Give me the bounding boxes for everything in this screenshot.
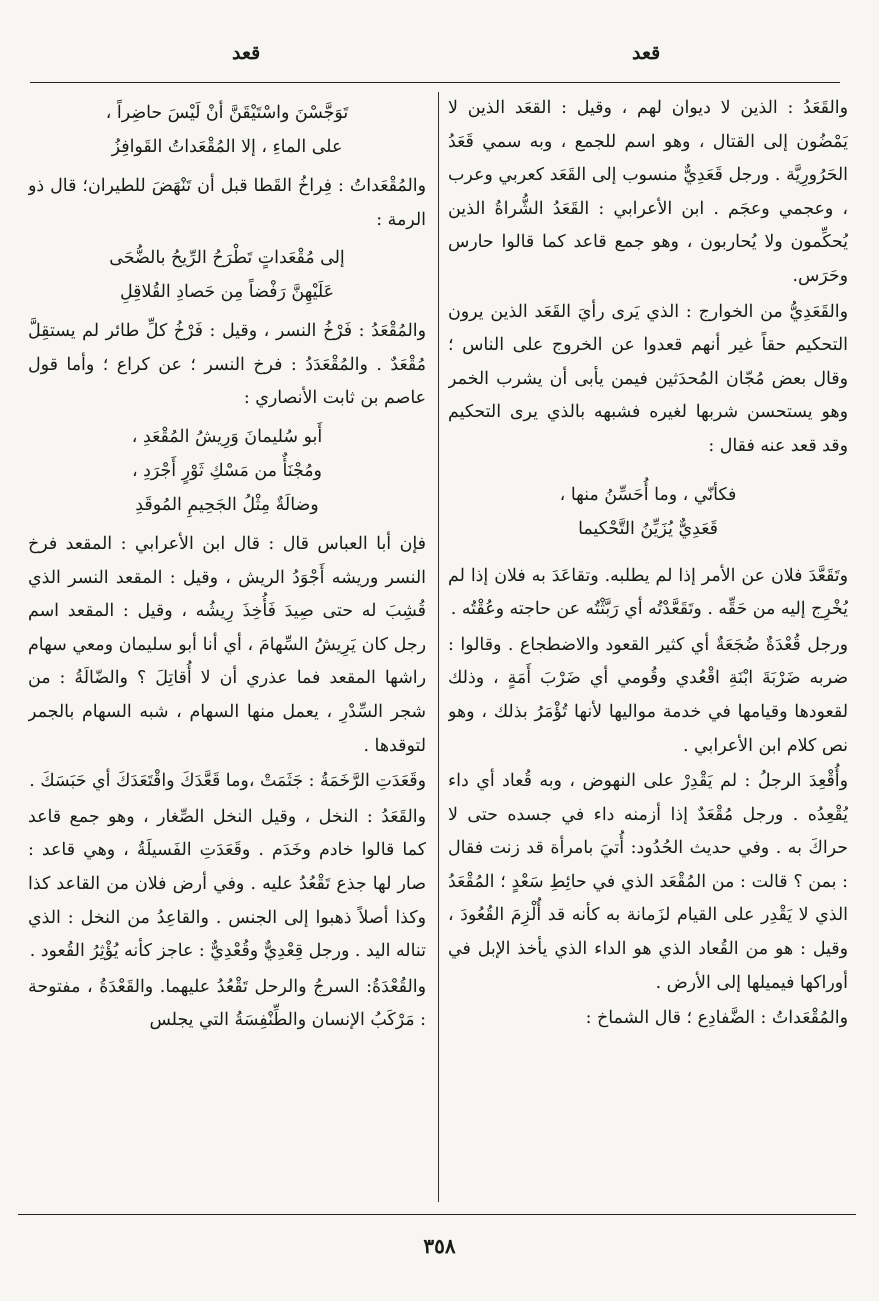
paragraph: ورجل قُعْدَةٌ ضُجَعَةٌ أي كثير القعود والاضطجاع . وقالوا : ضربه ضَرْبَةَ ابْنَةِ اقْعُدي وقُومي أي ضَرْبَ أَمَةٍ ، وذلك لقعودها وقيامها في خدمة مواليها لأنها تُؤْمَرُ بذلك ، وهو نص كلام ابن الأعرابي . [448,634,848,756]
paragraph: والمُقْعَدُ : فَرْخُ النسر ، وقيل : فَرْخُ كلِّ طائر لم يستقِلَّ مُقْعَدٌ . والمُقْعَدَدُ : فرخ النسر ؛ عن كراع ؛ وأما قول عاصم بن ثابت الأنصاري : [28,321,426,409]
paragraph: والقَعَدُ : الذين لا ديوان لهم ، وقيل : القعَد الذين لا يَمْضُون إلى القتال ، وهو اسم للجمع ، وبه سمي قَعَدُ الحَرُورِيَّة . ورجل قَعَدِيٌّ منسوب إلى القَعَد كعربي وعرب ، وعجمي وعجَم . ابن الأعرابي : القَعَدُ الشُّراةُ الذين يُحكِّمون ولا يُحاربون ، وهو جمع قاعد كما قالوا حارس وحَرَس. [448,98,848,286]
verse [448,478,848,546]
top-rule [30,82,840,83]
verse [28,241,426,309]
verse-line: عَلَيْهِنَّ رَفْضاً مِن حَصادِ القُلاقِلِ [119,282,335,303]
verse-line: إلى مُقْعَداتٍ تَطْرَحُ الرِّيحُ بالضُّحَى [109,248,345,269]
paragraph: والمُقْعَداتُ : فِراخُ القَطا قبل أن تَنْهَضَ للطيران؛ قال ذو الرمة : [28,176,426,230]
paragraph: وقَعَدَتِ الرَّخَمَةُ : جَثَمَتْ ،وما قَعَّدَكَ واقْتَعَدَكَ أي حَبَسَكَ . [29,771,426,792]
right-column [448,92,848,1202]
verse-line: ومُجْنَأٌ من مَسْكِ ثَوْرٍ أَجْرَدِ ، [132,460,322,481]
verse-line: تَوَجَّسْنَ واسْتَيْقَنَّ أنْ لَيْسَ حاضِراً ، [105,103,349,123]
verse-line: أَبو سُليمانَ وَرِيشُ المُقْعَدِ ، [131,426,323,447]
paragraph: والقَعَدِيُّ من الخوارج : الذي يَرى رأيَ القَعَد الذين يرون التحكيم حقاً غير أنهم قعدوا عن الخروج على الناس ؛ وقال بعض مُجّان المُحدَثين فيمن يأبى أن يشرب الخمر وهو يستحسن شربها لغيره فشبهه بالذي يرى التحكيم وقد قعد عنه فقال : [448,301,848,456]
verse [28,96,426,164]
paragraph: وأُقْعِدَ الرجلُ : لم يَقْدِرْ على النهوض ، وبه قُعاد أي داء يُقْعِدُه . ورجل مُقْعَدٌ إذا أزمنه داء في جسده حتى لا حراكَ به . وفي حديث الحُدُود: أُتيَ بامرأة قد زنت فقال : بمن ؟ قالت : من المُقْعَد الذي في حائِطِ سَعْدٍ ؛ المُقْعَدُ الذي لا يَقْدِر على القيام لزَمانة به كأنه قد أُلْزِمَ القُعُودَ ، وقيل : هو من القُعاد الذي هو الداء الذي يأخذ الإبل في أوراكها فيميلها إلى الأرض . [448,771,848,993]
verse [28,420,426,522]
column-divider [438,92,439,1202]
header-left-word: قعد [232,42,261,64]
paragraph: وتَقَعَّدَ فلان عن الأمر إذا لم يطلبه. وتقاعَدَ به فلان إذا لم يُخْرِج إليه من حَقِّه . وتَقَعَّدْتُه أي رَبَّثْتُه عن حاجته وعُقْتُه . [448,565,848,620]
verse-line: قَعَدِيٌّ يُزَيِّنُ التَّحْكيما [578,518,718,539]
paragraph: والمُقْعَداتُ : الضَّفادِع ؛ قال الشماخ : [585,1008,848,1029]
paragraph: فإن أبا العباس قال : قال ابن الأعرابي : المقعد فرخ النسر وريشه أَجْوَدُ الريش ، وقيل : المقعد النسر الذي قُشِبَ له حتى صِيدَ فَأُخِذَ رِيشُه ، وقيل : المقعد اسم رجل كان يَرِيشُ السِّهامَ ، أي أنا أبو سليمان ومعي سهام راشها المقعد فما عذري أن لا أُقاتِلَ ؟ والضّالَةُ : من شجر السِّدْرِ ، يعمل منها السهام ، شبه السهام بالجمر لتوقدها . [28,533,426,756]
paragraph: والقَعَدُ : النخل ، وقيل النخل الصِّغار ، وهو جمع قاعد كما قالوا خادم وخَدَم . وقَعَدَتِ الفَسيلَةُ ، وهي قاعد : صار لها جذع تَقْعُدُ عليه . وفي أرض فلان من القاعد كذا وكذا أصلاً ذهبوا إلى الجنس . والقاعِدُ من النخل : الذي تناله اليد . ورجل قِعْدِيٌّ وقُعْدِيٌّ : عاجز كأنه يُؤْثِرُ القُعود . [28,806,426,962]
verse-line: فكأنّي ، وما أُحَسِّنُ منها ، [559,484,737,505]
page-number: ٣٥٨ [423,1234,456,1258]
bottom-rule [18,1214,856,1215]
verse-line: وضالَةٌ مِثْلُ الجَحِيمِ المُوقَدِ [135,494,319,515]
paragraph: والقُعْدَةُ: السرجُ والرحل تَقْعُدُ عليهما. والقَعْدَةُ ، مفتوحة : مَرْكَبُ الإنسان والطِّنْفِسَةُ التي يجلس [28,976,426,1031]
header-right-word: قعد [632,42,661,64]
left-column [28,92,426,1202]
verse-line: على الماءِ ، إلا المُقْعَداتُ القَوافِزُ [111,137,343,157]
